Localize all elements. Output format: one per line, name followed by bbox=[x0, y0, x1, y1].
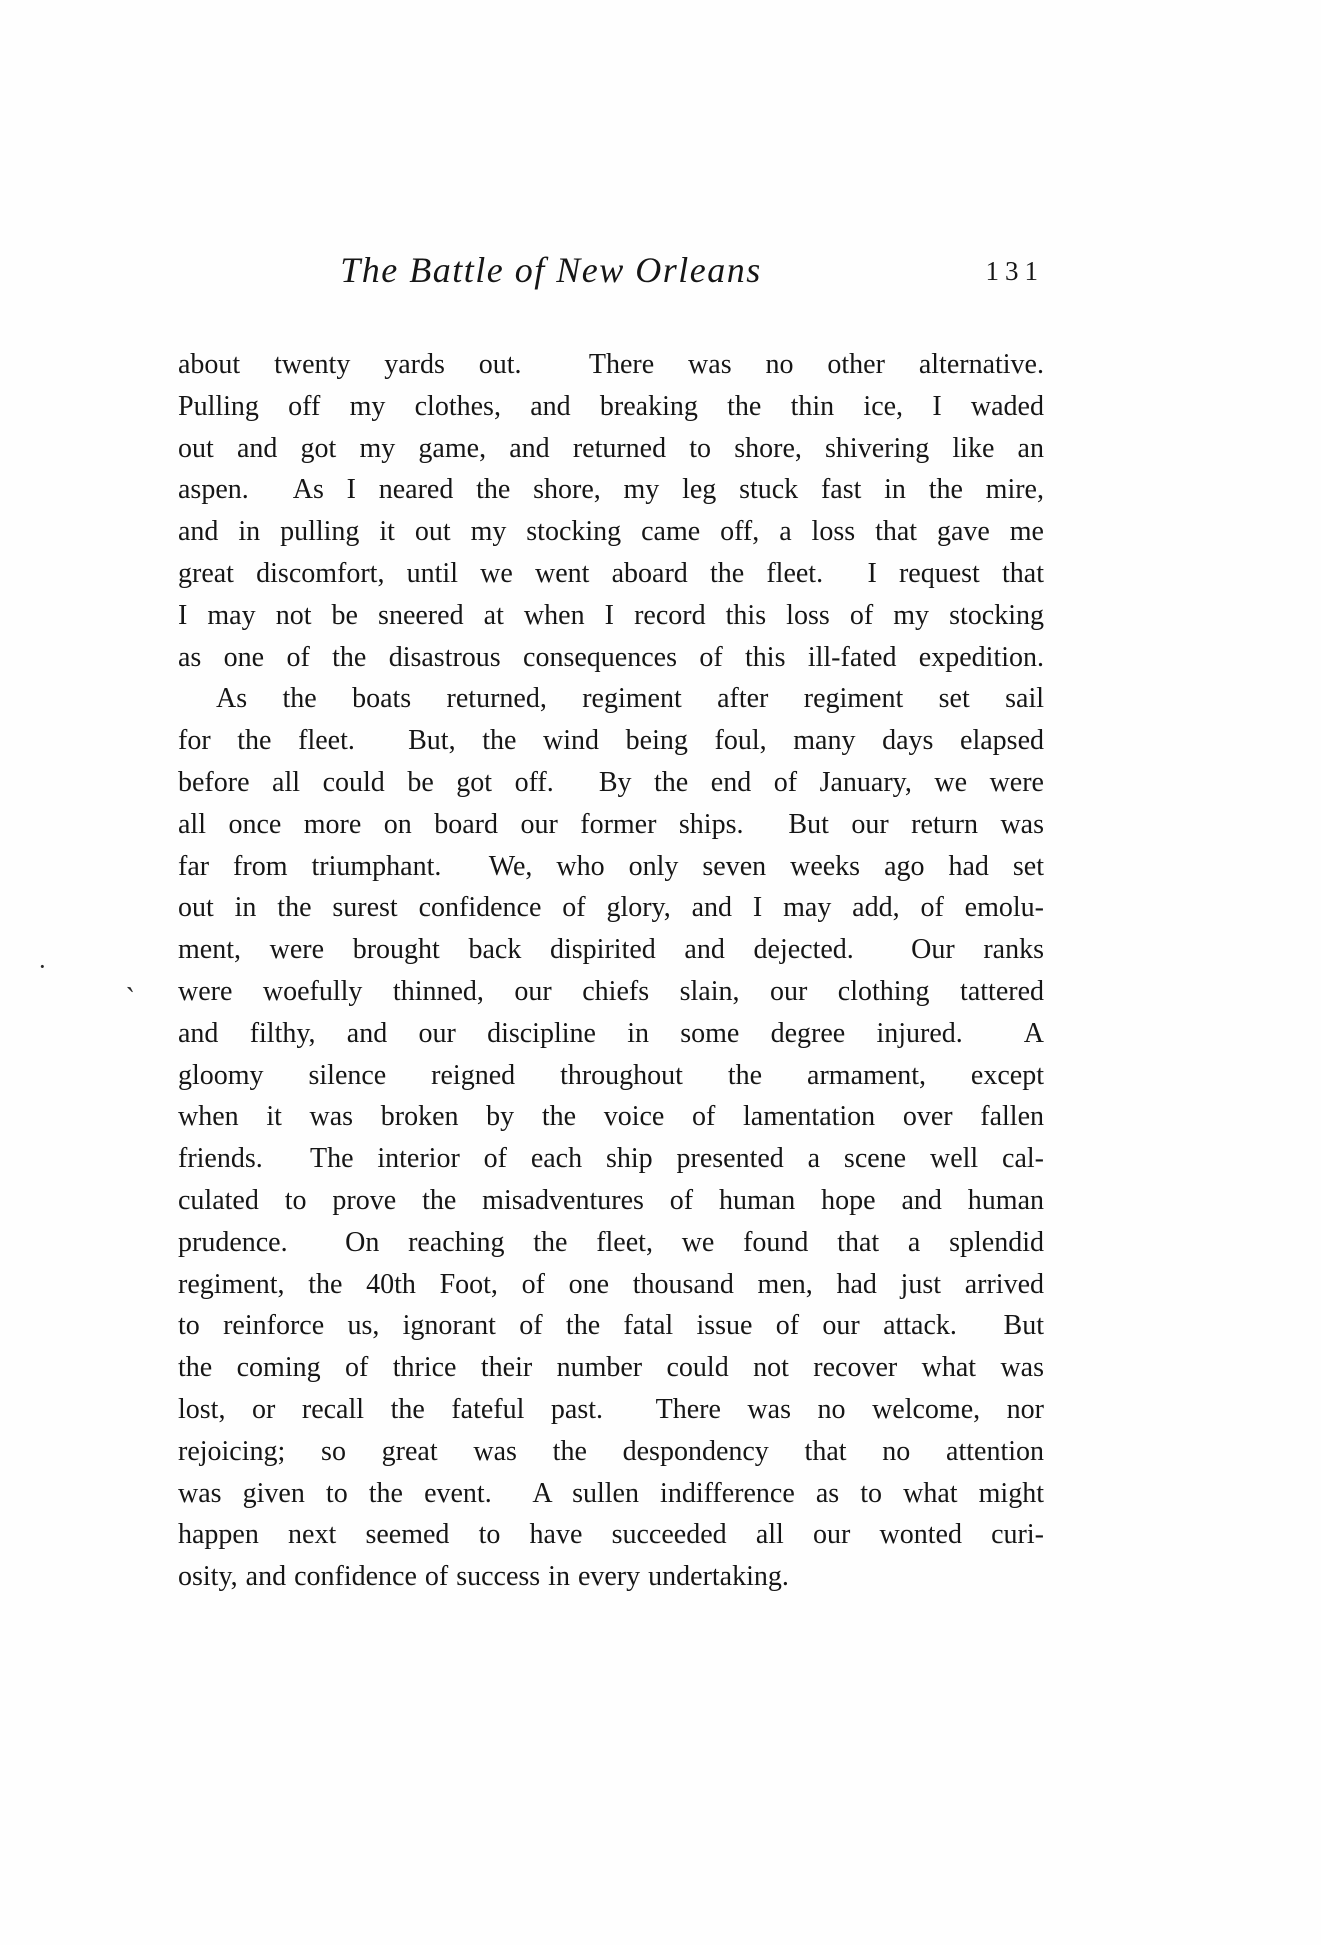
text-line: I may not be sneered at when I record this loss of my stocking bbox=[178, 599, 1044, 631]
text-line: As the boats returned, regiment after regiment set sail bbox=[216, 683, 1044, 715]
text-line: all once more on board our former ships. But our return was bbox=[178, 808, 1044, 840]
text-line: osity, and confidence of success in every undertaking. bbox=[178, 1561, 789, 1593]
text-line: for the fleet. But, the wind being foul, many days elapsed bbox=[178, 725, 1044, 757]
text-line: the coming of thrice their number could not recover what was bbox=[178, 1352, 1044, 1384]
text-line: aspen. As I neared the shore, my leg stuck fast in the mire, bbox=[178, 474, 1044, 506]
text-line: Pulling off my clothes, and breaking the thin ice, I waded bbox=[178, 390, 1044, 422]
running-title: The Battle of New Orleans bbox=[340, 250, 762, 290]
text-line: prudence. On reaching the fleet, we found that a splendid bbox=[178, 1226, 1044, 1258]
text-line: gloomy silence reigned throughout the armament, except bbox=[178, 1059, 1044, 1091]
text-line: out in the surest confidence of glory, and I may add, of emolu- bbox=[178, 892, 1044, 924]
text-line: great discomfort, until we went aboard the fleet. I request that bbox=[178, 557, 1044, 589]
text-line: were woefully thinned, our chiefs slain, our clothing tattered bbox=[178, 975, 1044, 1007]
text-line: ment, were brought back dispirited and dejected. Our ranks bbox=[178, 934, 1044, 966]
text-line: before all could be got off. By the end of January, we were bbox=[178, 766, 1044, 798]
text-line: and in pulling it out my stocking came off, a loss that gave me bbox=[178, 516, 1044, 548]
text-line: far from triumphant. We, who only seven weeks ago had set bbox=[178, 850, 1044, 882]
text-line: out and got my game, and returned to shore, shivering like an bbox=[178, 432, 1044, 464]
scan-artifact-dot: · bbox=[38, 952, 47, 981]
page-header bbox=[178, 248, 1044, 296]
text-line: lost, or recall the fateful past. There was no welcome, nor bbox=[178, 1393, 1044, 1425]
page-number: 131 bbox=[985, 256, 1044, 286]
scan-artifact-tick: ` bbox=[121, 981, 137, 1016]
text-line: to reinforce us, ignorant of the fatal issue of our attack. But bbox=[178, 1310, 1044, 1342]
text-line: as one of the disastrous consequences of this ill-fated expedition. bbox=[178, 641, 1044, 673]
text-line: and filthy, and our discipline in some degree injured. A bbox=[178, 1017, 1044, 1049]
body-text bbox=[178, 344, 1044, 1598]
text-line: regiment, the 40th Foot, of one thousand men, had just arrived bbox=[178, 1268, 1044, 1300]
text-line: about twenty yards out. There was no other alternative. bbox=[178, 349, 1044, 380]
text-line: happen next seemed to have succeeded all our wonted curi- bbox=[178, 1519, 1044, 1551]
text-line: when it was broken by the voice of lamentation over fallen bbox=[178, 1101, 1044, 1133]
text-line: rejoicing; so great was the despondency that no attention bbox=[178, 1435, 1044, 1467]
text-line: culated to prove the misadventures of human hope and human bbox=[178, 1184, 1044, 1216]
text-line: friends. The interior of each ship presented a scene well cal- bbox=[178, 1143, 1044, 1175]
text-line: was given to the event. A sullen indifference as to what might bbox=[178, 1477, 1044, 1509]
